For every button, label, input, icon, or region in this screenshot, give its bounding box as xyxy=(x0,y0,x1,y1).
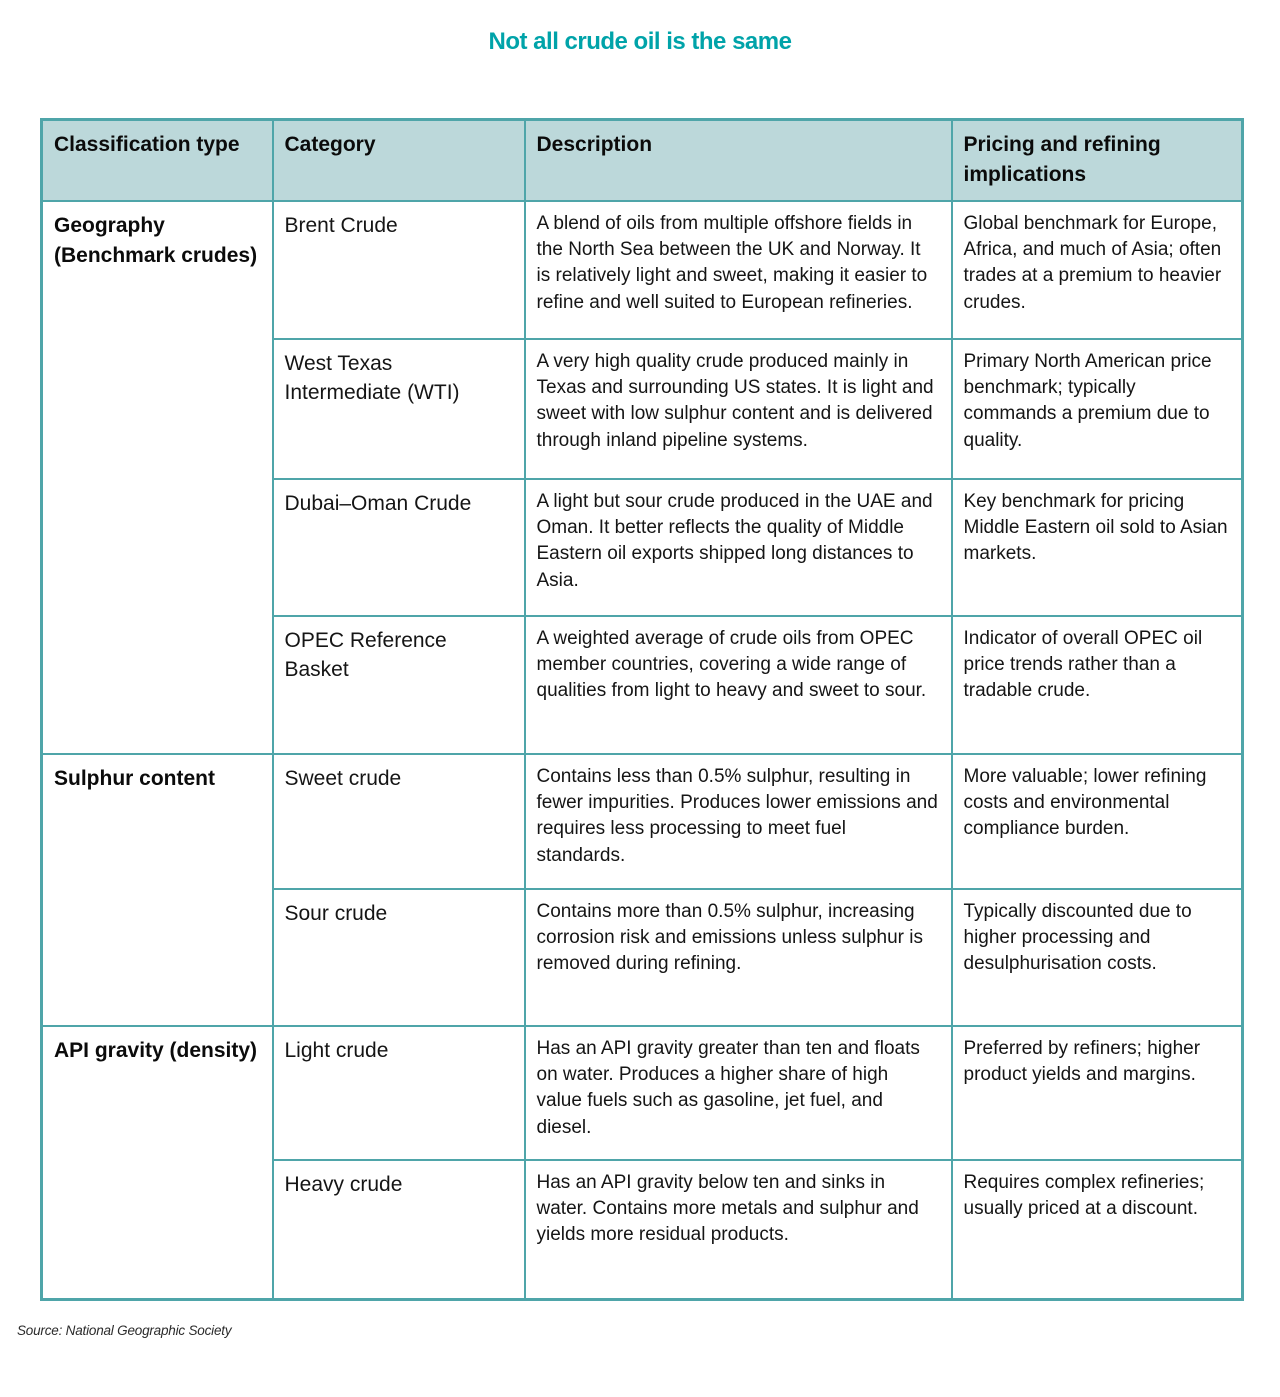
header-cell-pricing: Pricing and refining implications xyxy=(952,120,1243,201)
description-cell: A weighted average of crude oils from OPEC member countries, covering a wide range of qualities from light to heavy and sweet to sour. xyxy=(525,616,952,754)
table-row-light-crude xyxy=(42,1026,1243,1160)
table-row-brent xyxy=(42,201,1243,339)
category-cell: Light crude xyxy=(273,1026,525,1160)
classification-cell-sulphur: Sulphur content xyxy=(42,754,273,1026)
source-attribution: Source: National Geographic Society xyxy=(17,1323,232,1338)
page-title: Not all crude oil is the same xyxy=(488,28,792,55)
description-cell: Has an API gravity greater than ten and floats on water. Produces a higher share of high value fuels such as gasoline, jet fuel, and diesel. xyxy=(525,1026,952,1160)
header-cell-classification-type: Classification type xyxy=(42,120,273,201)
pricing-cell: Typically discounted due to higher processing and desulphurisation costs. xyxy=(952,889,1243,1026)
header-row xyxy=(42,120,1243,201)
classification-cell-geography: Geography (Benchmark crudes) xyxy=(42,201,273,754)
pricing-cell: Indicator of overall OPEC oil price trends rather than a tradable crude. xyxy=(952,616,1243,754)
category-cell: OPEC Reference Basket xyxy=(273,616,525,754)
crude-oil-classification-table xyxy=(40,118,1244,1301)
category-cell: Heavy crude xyxy=(273,1160,525,1300)
pricing-cell: Preferred by refiners; higher product yields and margins. xyxy=(952,1026,1243,1160)
table-row-sweet-crude xyxy=(42,754,1243,889)
classification-cell-api-gravity: API gravity (density) xyxy=(42,1026,273,1300)
header-cell-description: Description xyxy=(525,120,952,201)
pricing-cell: More valuable; lower refining costs and environmental compliance burden. xyxy=(952,754,1243,889)
pricing-cell: Requires complex refineries; usually priced at a discount. xyxy=(952,1160,1243,1300)
description-cell: A light but sour crude produced in the UAE and Oman. It better reflects the quality of Middle Eastern oil exports shipped long distances to Asia. xyxy=(525,479,952,616)
description-cell: A blend of oils from multiple offshore fields in the North Sea between the UK and Norway. It is relatively light and sweet, making it easier to refine and well suited to European refineries. xyxy=(525,201,952,339)
pricing-cell: Key benchmark for pricing Middle Eastern oil sold to Asian markets. xyxy=(952,479,1243,616)
category-cell: West Texas Intermediate (WTI) xyxy=(273,339,525,479)
category-cell: Sour crude xyxy=(273,889,525,1026)
description-cell: A very high quality crude produced mainly in Texas and surrounding US states. It is light and sweet with low sulphur content and is delivered through inland pipeline systems. xyxy=(525,339,952,479)
category-cell: Dubai–Oman Crude xyxy=(273,479,525,616)
description-cell: Contains less than 0.5% sulphur, resulting in fewer impurities. Produces lower emissions and requires less processing to meet fuel standards. xyxy=(525,754,952,889)
header-cell-category: Category xyxy=(273,120,525,201)
category-cell: Brent Crude xyxy=(273,201,525,339)
pricing-cell: Primary North American price benchmark; typically commands a premium due to quality. xyxy=(952,339,1243,479)
description-cell: Contains more than 0.5% sulphur, increasing corrosion risk and emissions unless sulphur is removed during refining. xyxy=(525,889,952,1026)
category-cell: Sweet crude xyxy=(273,754,525,889)
description-cell: Has an API gravity below ten and sinks in water. Contains more metals and sulphur and yields more residual products. xyxy=(525,1160,952,1300)
pricing-cell: Global benchmark for Europe, Africa, and much of Asia; often trades at a premium to heavier crudes. xyxy=(952,201,1243,339)
